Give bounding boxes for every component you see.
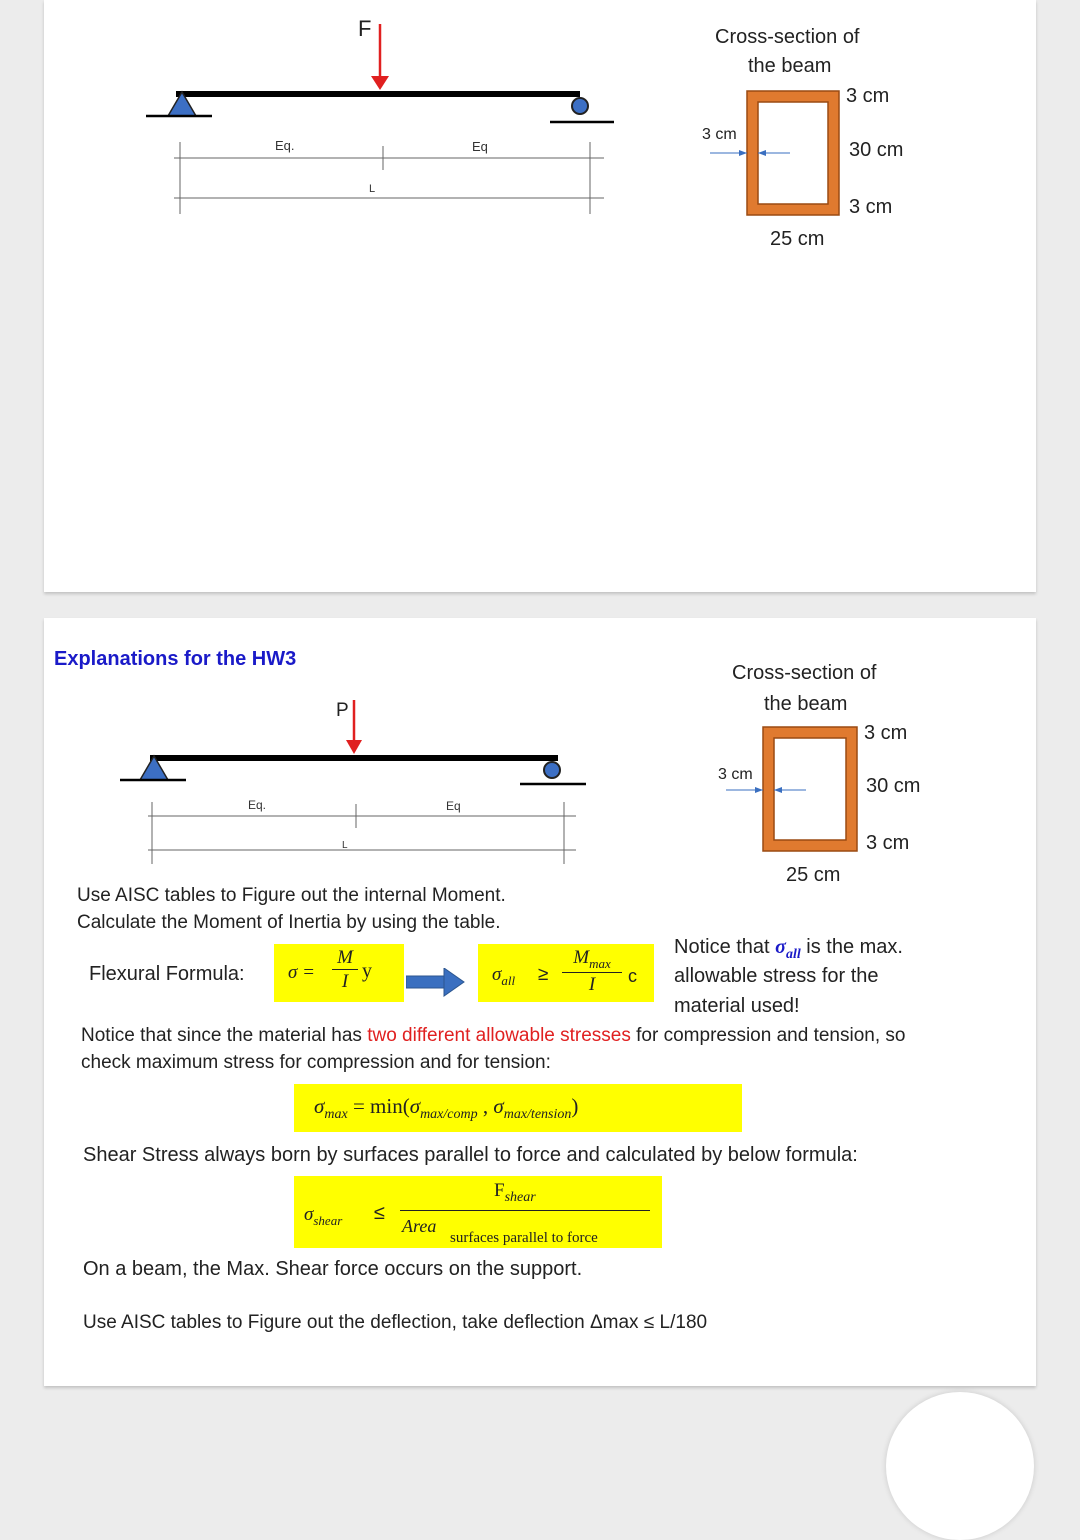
shear-formula [294,1176,662,1248]
force-arrow-head [346,740,362,754]
notice-line3: material used! [674,995,800,1017]
sigma-all: $\sigma_{all}$ [492,964,516,988]
numerator: M [337,947,353,968]
web-dim-head-left [739,150,747,156]
bottom-thickness-label: 3 cm [866,832,910,854]
beam-diagram-2 [114,692,594,872]
implies-arrow [406,968,466,998]
slide-1 [44,0,1036,592]
web-thickness-label: 3 cm [718,766,753,783]
hw-title: Explanations for the HW3 [54,648,297,670]
ge-sign: ≥ [538,964,549,985]
width-label: 25 cm [786,864,841,886]
section-title-line1: Cross-section of [715,26,860,48]
cross-section-1 [694,88,854,228]
allowable-stress-formula [478,944,654,1002]
m-over-i [332,948,358,991]
moment-instruction: Use AISC tables to Figure out the internal Moment. [77,885,506,906]
sigma-max-expression: $\sigma_{max} = \min(\sigma_{max/comp}$ , $\sigma_{max/tension}$) [314,1094,579,1123]
denominator: I [588,973,596,995]
sigma-equals: σ = [288,962,315,983]
le-sign: ≤ [374,1202,385,1224]
span-label: L [369,183,376,195]
flexural-label: Flexural Formula: [89,963,245,985]
shear-fraction-bar [400,1210,650,1211]
height-label: 30 cm [866,775,921,797]
eq-left-label: Eq. [275,138,295,153]
floating-action-button[interactable] [886,1392,1034,1540]
two-stress-note: Notice that since the material has two different allowable stresses for compression and tension, so [81,1025,906,1046]
c-variable: c [628,966,637,986]
notice-line2: allowable stress for the [674,965,879,987]
force-arrow-head [371,76,389,90]
shear-numerator: $F_{shear}$ [494,1180,536,1205]
shear-stress-line: Shear Stress always born by surfaces parallel to force and calculated by below formula: [83,1144,858,1166]
section-hollow [774,738,846,840]
cross-section-2 [710,724,870,864]
inertia-instruction: Calculate the Moment of Inertia by using the table. [77,912,501,933]
y-variable: y [362,960,372,982]
flexural-formula [274,944,404,1002]
flange-thickness-label: 3 cm [846,85,890,107]
numerator: $M_{max}$ [573,947,611,971]
shear-denominator-sub: surfaces parallel to force [450,1230,598,1246]
section-title-line1: Cross-section of [732,662,877,684]
bottom-thickness-label: 3 cm [849,196,893,218]
beam-diagram-1 [140,10,620,220]
shear-denominator: Area [402,1216,437,1236]
sigma-max-formula [294,1084,742,1132]
notice-sigma-all: Notice that $\sigma_{all}$ is the max. [674,936,903,962]
force-label: P [336,700,349,721]
section-title-line2: the beam [748,55,832,77]
web-thickness-label: 3 cm [702,126,737,143]
mmax-over-i [562,948,622,994]
width-label: 25 cm [770,228,825,250]
eq-right-label: Eq [472,139,488,154]
deflection-note: Use AISC tables to Figure out the deflection, take deflection Δmax ≤ L/180 [83,1312,708,1333]
height-label: 30 cm [849,139,904,161]
sigma-shear: $\sigma_{shear}$ [304,1204,343,1228]
denominator: I [341,971,349,992]
slide-2 [44,618,1036,1386]
eq-right-label: Eq [446,799,461,813]
two-stress-line2: check maximum stress for compression and for tension: [81,1052,551,1073]
span-label: L [342,840,348,851]
roller-support [544,762,560,778]
flange-thickness-label: 3 cm [864,722,908,744]
web-dim-head-left [755,787,763,793]
force-label: F [358,16,372,41]
max-shear-note: On a beam, the Max. Shear force occurs on the support. [83,1258,583,1280]
two-stress-highlight: two different allowable stresses [367,1025,631,1046]
section-title-line2: the beam [764,693,848,715]
eq-left-label: Eq. [248,798,267,812]
roller-support [572,98,588,114]
